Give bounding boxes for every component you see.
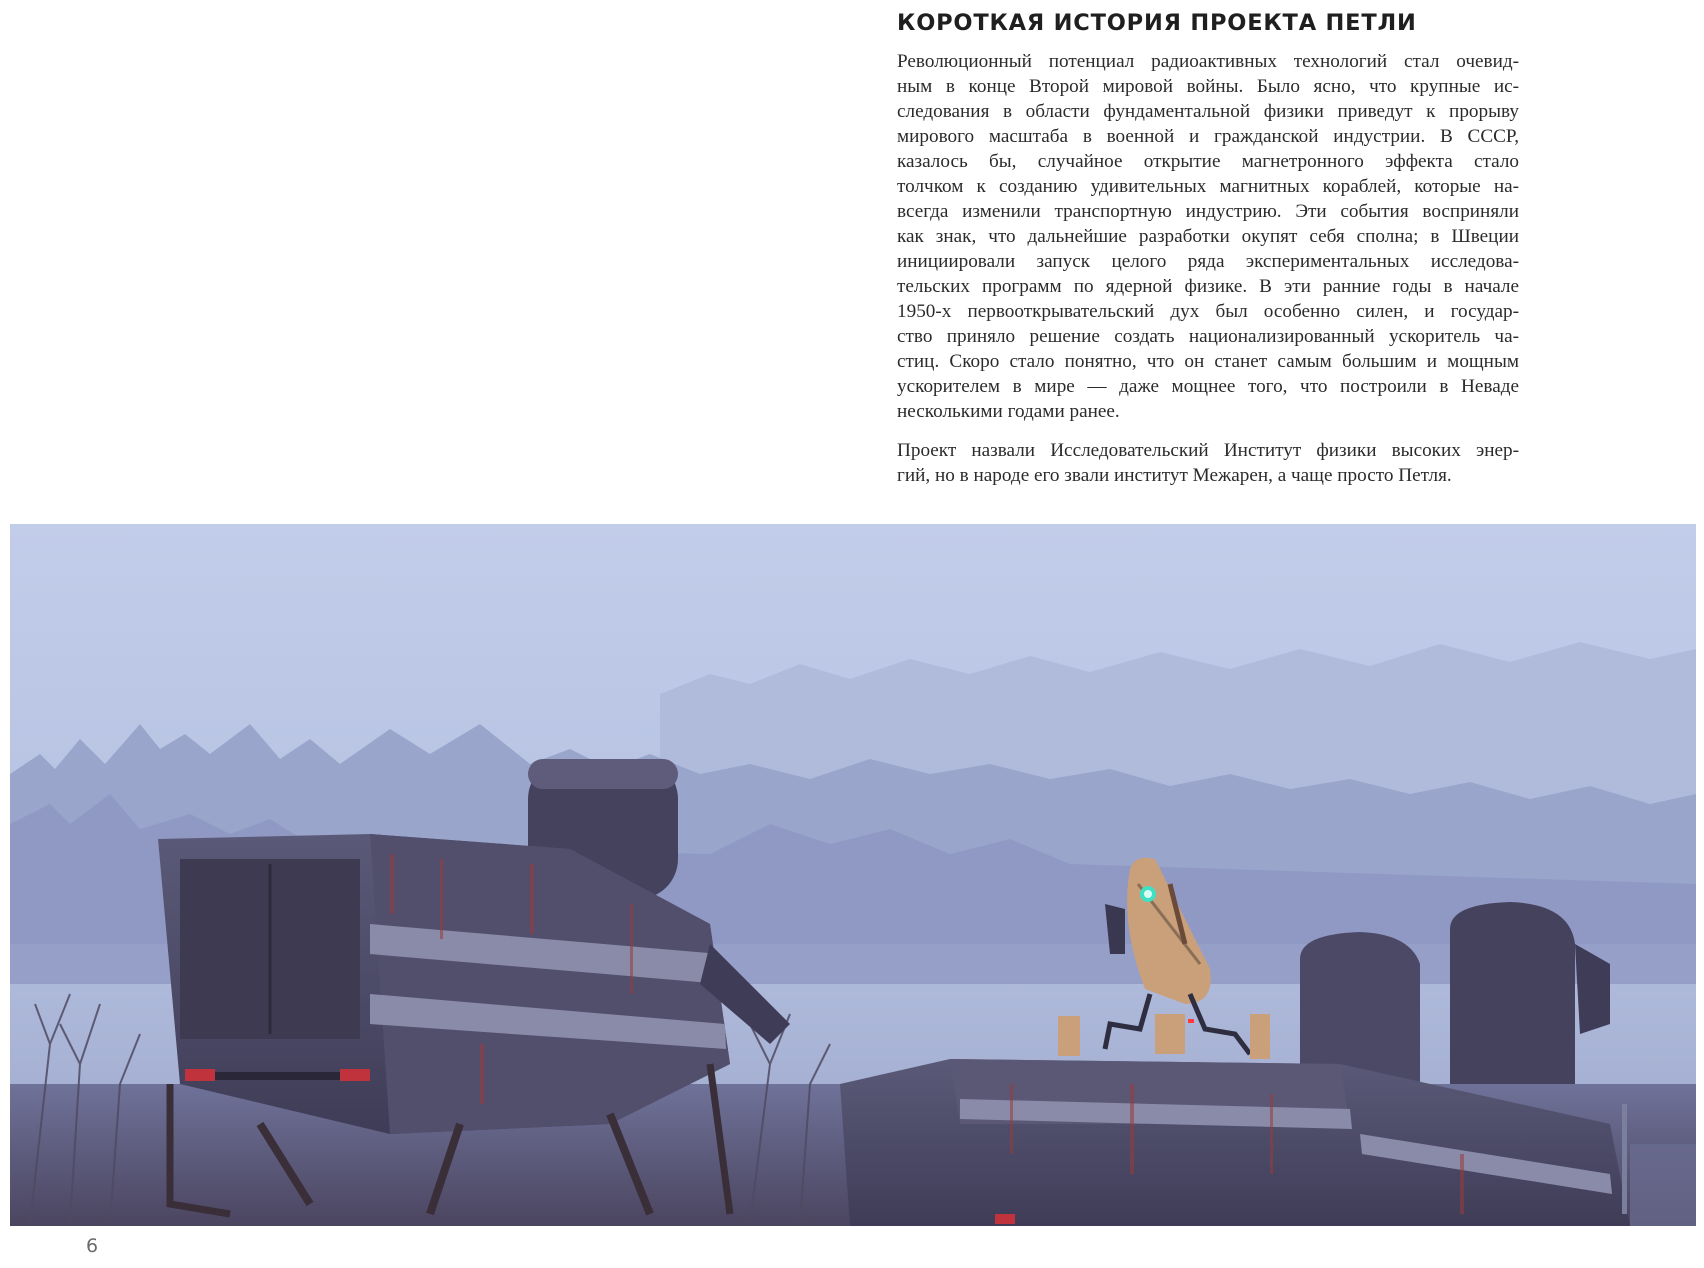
text-line: казалось бы, случайное открытие магнетронного эффекта стало [897, 151, 1519, 172]
text-line: всегда изменили транспортную индустрию. Эти события восприняли [897, 201, 1519, 222]
text-line: ным в конце Второй мировой войны. Было ясно, что крупные ис- [897, 76, 1519, 97]
text-line: несколькими годами ранее. [897, 401, 1120, 422]
text-line: как знак, что дальнейшие разработки окупят себя сполна; в Швеции [897, 226, 1519, 247]
text-line: 1950-х первооткрывательский дух был особенно силен, и государ- [897, 301, 1519, 322]
text-line: мирового масштаба в военной и гражданской индустрии. В СССР, [897, 126, 1519, 147]
paragraph-2 [897, 438, 1519, 488]
article-text [897, 8, 1519, 497]
fence-pole [1622, 1104, 1627, 1214]
text-line: толчком к созданию удивительных магнитных кораблей, которые на- [897, 176, 1519, 197]
text-line: стиц. Скоро стало понятно, что он станет самым большим и мощным [897, 351, 1519, 372]
text-line: ство приняло решение создать национализированный ускоритель ча- [897, 326, 1519, 347]
text-line: тельских программ по ядерной физике. В эти ранние годы в начале [897, 276, 1519, 297]
article-heading: КОРОТКАЯ ИСТОРИЯ ПРОЕКТА ПЕТЛИ [897, 10, 1417, 36]
text-line: гий, но в народе его звали институт Межарен, а чаще просто Петля. [897, 465, 1452, 486]
text-line: инициировали запуск целого ряда экспериментальных исследова- [897, 251, 1519, 272]
illustration [10, 524, 1696, 1226]
text-line: следования в области фундаментальной физики приведут к прорыву [897, 101, 1519, 122]
paragraph-1 [897, 49, 1519, 424]
text-line: Революционный потенциал радиоактивных технологий стал очевид- [897, 51, 1519, 72]
page-number: 6 [86, 1235, 99, 1257]
illustration-art [10, 524, 1696, 1226]
text-line: Проект назвали Исследовательский Институт физики высоких энер- [897, 440, 1519, 461]
text-line: ускорителем в мире — даже мощнее того, что построили в Неваде [897, 376, 1519, 397]
